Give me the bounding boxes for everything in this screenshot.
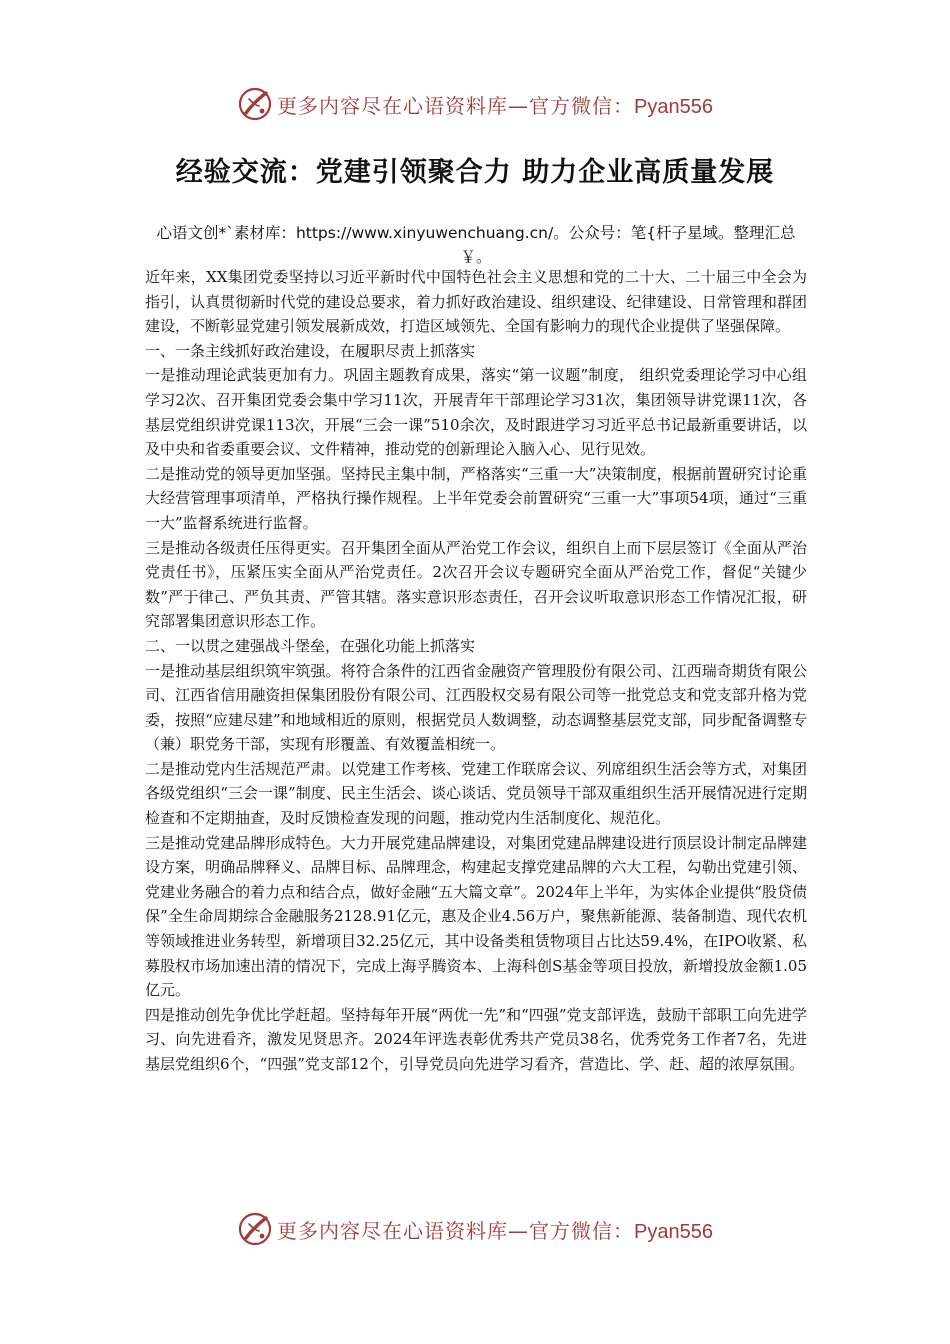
watermark-banner-bottom [0,1209,950,1249]
document-body [145,265,807,1077]
watermark-text: 更多内容尽在心语资料库—官方微信：Pyan556 [277,93,713,118]
document-title: 经验交流：党建引领聚合力 助力企业高质量发展 [175,157,775,188]
paragraph: 二是推动党的领导更加坚强。坚持民主集中制，严格落实“三重一大”决策制度，根据前置研究讨论重大经营管理事项清单，严格执行操作规程。上半年党委会前置研究“三重一大”事项54项，通过“三重一大”监督系统进行监督。 [145,464,807,532]
paragraph: 一是推动理论武装更加有力。巩固主题教育成果，落实“第一议题”制度， 组织党委理论学习中心组学习2次、召开集团党委会集中学习11次，开展青年干部理论学习31次，集团领导讲党课11次，各基层党组织讲党课113次，开展“三会一课”510余次，及时跟进学习习近平总书记最新重要讲话，以及中央和省委重要会议、文件精神，推动党的创新理论入脑入心、见行见效。 [145,366,807,459]
section-heading: 二、一以贯之建强战斗堡垒，在强化功能上抓落实 [145,636,476,655]
source-line: 心语文创*`素材库：https://www.xinyuwenchuang.cn/。公众号：笔{杆子星域。整理汇总￥。 [156,224,796,266]
section-heading: 一、一条主线抓好政治建设，在履职尽责上抓落实 [145,341,476,360]
brush-logo-icon [237,1211,273,1247]
watermark-banner-top [0,84,950,124]
paragraph: 二是推动党内生活规范严肃。以党建工作考核、党建工作联席会议、列席组织生活会等方式，对集团各级党组织“三会一课”制度、民主生活会、谈心谈话、党员领导干部双重组织生活开展情况进行定期检查和不定期抽查，及时反馈检查发现的问题，推动党内生活制度化、规范化。 [145,759,807,828]
watermark-text: 更多内容尽在心语资料库—官方微信：Pyan556 [277,1218,713,1243]
paragraph: 一是推动基层组织筑牢筑强。将符合条件的江西省金融资产管理股份有限公司、江西瑞奇期货有限公司、江西省信用融资担保集团股份有限公司、江西股权交易有限公司等一批党总支和党支部升格为党委，按照“应建尽建”和地域相近的原则，根据党员人数调整，动态调整基层党支部，同步配备调整专（兼）职党务干部，实现有形覆盖、有效覆盖相统一。 [145,661,807,754]
paragraph: 三是推动各级责任压得更实。召开集团全面从严治党工作会议，组织自上而下层层签订《全面从严治党责任书》，压紧压实全面从严治党责任。2次召开会议专题研究全面从严治党工作，督促“关键少数”严于律己、严负其责、严管其辖。落实意识形态责任，召开会议听取意识形态工作情况汇报，研究部署集团意识形态工作。 [145,538,807,631]
paragraph: 近年来，XX集团党委坚持以习近平新时代中国特色社会主义思想和党的二十大、二十届三中全会为指引，认真贯彻新时代党的建设总要求，着力抓好政治建设、组织建设、纪律建设、日常管理和群团建设，不断彰显党建引领发展新成效，打造区域领先、全国有影响力的现代企业提供了坚强保障。 [145,268,807,336]
brush-logo-icon [237,86,273,122]
paragraph: 四是推动创先争优比学赶超。坚持每年开展“两优一先”和“四强”党支部评选，鼓励干部职工向先进学习、向先进看齐，激发见贤思齐。2024年评选表彰优秀共产党员38名，优秀党务工作者7名，先进基层党组织6个，“四强”党支部12个，引导党员向先进学习看齐，营造比、学、赶、超的浓厚氛围。 [145,1005,807,1073]
paragraph: 三是推动党建品牌形成特色。大力开展党建品牌建设，对集团党建品牌建设进行顶层设计制定品牌建设方案，明确品牌释义、品牌目标、品牌理念，构建起支撑党建品牌的六大工程，勾勒出党建引领、党建业务融合的着力点和结合点，做好金融“五大篇文章”。2024年上半年，为实体企业提供“股贷债保”全生命周期综合金融服务2128.91亿元，惠及企业4.56万户，聚焦新能源、装备制造、现代农机等领域推进业务转型，新增项目32.25亿元，其中设备类租赁物项目占比达59.4%，在IPO收紧、私募股权市场加速出清的情况下，完成上海孚腾资本、上海科创S基金等项目投放，新增投放金额1.05亿元。 [145,833,807,1000]
